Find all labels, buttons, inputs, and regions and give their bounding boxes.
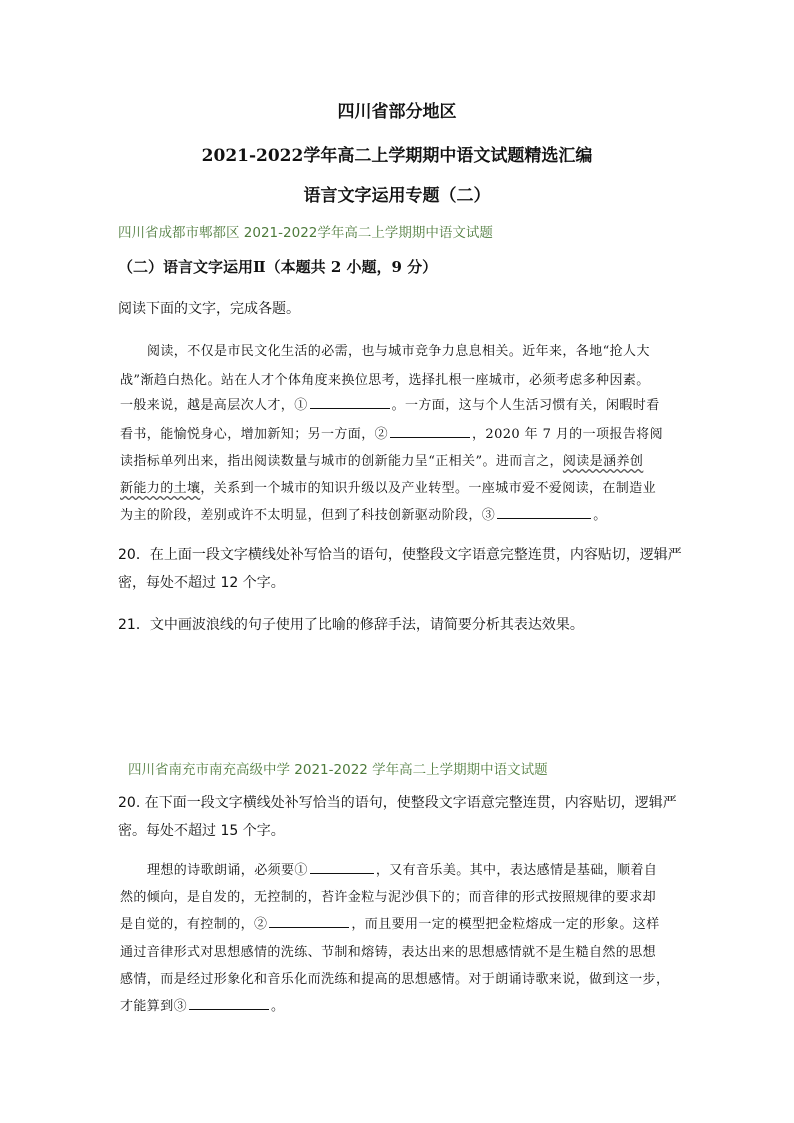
passage-line: 通过音律形式对思想感情的洗练、节制和熔铸，表达出来的思想感情就不是生糙自然的思想 (120, 945, 657, 960)
title-line-1: 四川省部分地区 (337, 102, 457, 122)
answer-blank-1[interactable] (310, 396, 390, 409)
passage-text: 。 (593, 508, 607, 523)
section2-source: 四川省南充市南充高级中学 2021-2022 学年高二上学期期中语文试题 (128, 762, 548, 778)
section1-heading: （二）语言文字运用Ⅱ（本题共 2 小题，9 分） (118, 258, 438, 276)
question-20-line: 20．在上面一段文字横线处补写恰当的语句，使整段文字语意完整连贯，内容贴切，逻辑严 (118, 547, 682, 563)
passage-line: 战”渐趋白热化。站在人才个体角度来换位思考，选择扎根一座城市，必须考虑多种因素。 (120, 373, 650, 388)
passage-text: 。一方面，这与个人生活习惯有关，闲暇时看 (391, 398, 660, 413)
passage-text: 看书，能愉悦身心，增加新知；另一方面，② (120, 427, 389, 442)
passage-text: 理想的诗歌朗诵，必须要① (147, 863, 308, 878)
answer-blank-3[interactable] (189, 997, 269, 1010)
wavy-underlined-text: 新能力的土壤 (120, 481, 201, 496)
passage-text: 一般来说，越是高层次人才，① (120, 398, 308, 413)
passage-line (120, 504, 607, 523)
title-line-2: 2021-2022学年高二上学期期中语文试题精选汇编 (201, 146, 593, 166)
question-20-line: 密，每处不超过 12 个字。 (118, 575, 285, 591)
passage-text: 为主的阶段，差别或许不太明显，但到了科技创新驱动阶段，③ (120, 508, 496, 523)
passage-line (120, 913, 660, 932)
passage-text: ，关系到一个城市的知识升级以及产业转型。一座城市爱不爱阅读，在制造业 (200, 481, 657, 496)
section1-source: 四川省成都市郫都区 2021-2022学年高二上学期期中语文试题 (118, 225, 493, 241)
answer-blank-2[interactable] (269, 915, 349, 928)
passage-line (147, 859, 657, 878)
title-line-3: 语言文字运用专题（二） (303, 186, 491, 206)
passage-text: ，又有音乐美。其中，表达感情是基础，顺着自 (375, 863, 658, 878)
passage-line (120, 995, 284, 1014)
passage-text: ，而且要用一定的模型把金粒熔成一定的形象。这样 (351, 917, 660, 932)
question-21: 21．文中画波浪线的句子使用了比喻的修辞手法，请简要分析其表达效果。 (118, 617, 584, 633)
wavy-underlined-text: 阅读是涵养创 (562, 454, 644, 469)
passage-text: ，2020 年 7 月的一项报告将阅 (472, 427, 663, 442)
passage-line: 感情，而是经过形象化和音乐化而洗练和提高的思想感情。对于朗诵诗歌来说，做到这一步， (120, 972, 670, 987)
question-20-line: 密。每处不超过 15 个字。 (118, 823, 285, 839)
passage-text: 读指标单列出来，指出阅读数量与城市的创新能力呈“正相关”。进而言之， (120, 454, 563, 469)
passage-line: 然的倾向，是自发的，无控制的，苔许金粒与泥沙俱下的；而音律的形式按照规律的要求却 (120, 890, 657, 905)
passage-line: 阅读，不仅是市民文化生活的必需，也与城市竞争力息息相关。近年来，各地“抢人大 (147, 344, 650, 359)
question-20-line: 20. 在下面一段文字横线处补写恰当的语句，使整段文字语意完整连贯，内容贴切，逻辑严 (118, 795, 677, 811)
section1-instruction: 阅读下面的文字，完成各题。 (118, 301, 300, 317)
passage-line (120, 423, 663, 442)
passage-line (120, 450, 643, 469)
answer-blank-2[interactable] (390, 425, 470, 438)
passage-line (120, 394, 660, 413)
answer-blank-1[interactable] (310, 861, 374, 874)
passage-line (120, 477, 656, 496)
answer-blank-3[interactable] (497, 506, 591, 519)
passage-text: 是自觉的，有控制的，② (120, 917, 268, 932)
passage-text: 才能算到③ (120, 999, 188, 1014)
passage-text: 。 (271, 999, 285, 1014)
